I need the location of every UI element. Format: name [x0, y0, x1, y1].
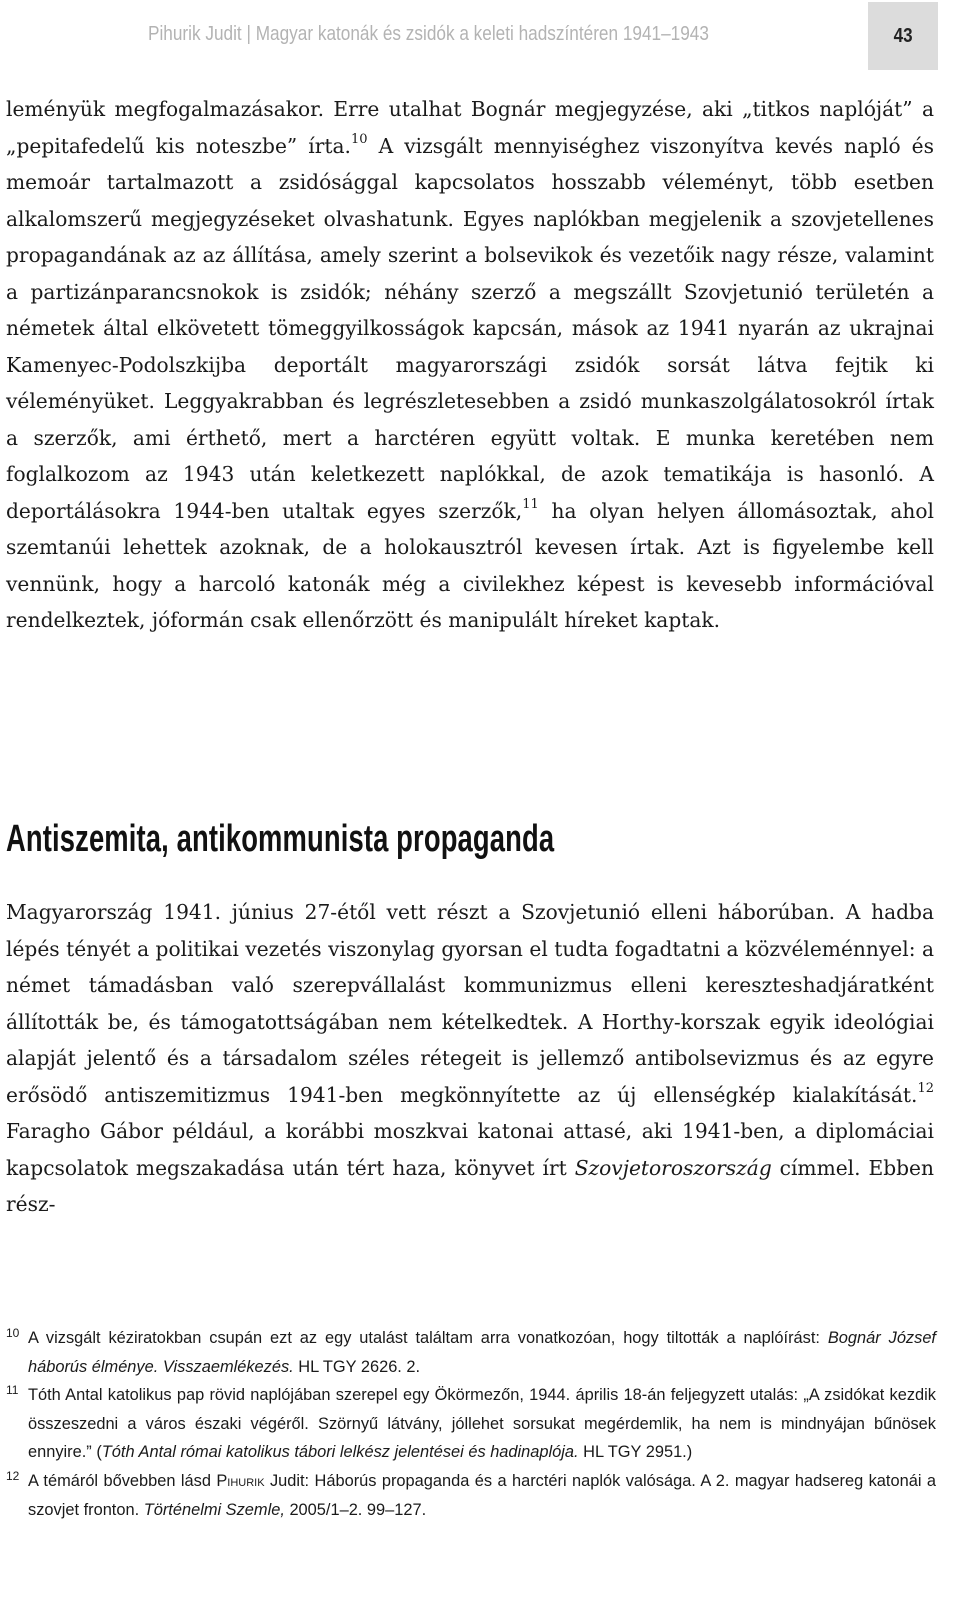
- source-title: Tóth Antal római katolikus tábori lelkész jelentései és hadinaplója.: [101, 1443, 579, 1462]
- footnote-number: 11: [6, 1383, 19, 1398]
- journal-title: Történelmi Szemle,: [143, 1500, 285, 1519]
- footnote-number: 12: [6, 1468, 20, 1483]
- text-run: 2005/1–2. 99–127.: [284, 1500, 427, 1519]
- text-run: Judit: Háborús propaganda és a harctéri naplók valósága. A 2. magyar hadsereg katonái a szovjet fronton.: [28, 1471, 936, 1519]
- running-head: Pihurik Judit | Magyar katonák és zsidók a keleti hadszíntéren 1941–1943: [148, 23, 709, 45]
- author-name: Pihurik: [216, 1471, 265, 1490]
- page-number: 43: [893, 24, 913, 47]
- text-run: Tóth Antal katolikus pap rövid naplójában szerepel egy Ökörmezőn, 1944. április 18-án feljegyzett utalás: „A zsidókat kezdik összeszedni a város északi végéről. Szörnyű látvány, jóllehet sorsukat megérdemlik, ha nem is mindnyájan bűnösek ennyire.” (: [28, 1386, 936, 1462]
- footnotes: [6, 1324, 936, 1524]
- footnote-11: [6, 1381, 936, 1467]
- footnote-number: 10: [6, 1326, 20, 1340]
- page-number-box: [868, 2, 938, 70]
- source-title: Bognár József háborús élménye. Visszaemlékezés.: [28, 1329, 936, 1376]
- text-run: ha olyan helyen állomásoztak, ahol szemtanúi lehettek azoknak, de a holokausztról kevesen írtak. Azt is figyelembe kell vennünk, hogy a harcoló katonák még a civilekhez képest is kevesebb információval rendelkeztek, jóformán csak ellenőrzött és manipulált híreket kaptak.: [6, 498, 935, 632]
- body-text-top: [6, 91, 934, 639]
- text-run: A témáról bővebben lásd: [28, 1471, 217, 1490]
- text-run: leményük megfogalmazásakor. Erre utalhat Bognár megjegyzése, aki „titkos naplóját” a „pepitafedelű kis noteszbe” írta.: [6, 97, 934, 158]
- section-heading: Antiszemita, antikommunista propaganda: [6, 818, 555, 860]
- text-run: A vizsgált kéziratokban csupán ezt az egy utalást találtam arra vonatkozóan, hogy tiltották a naplóírást:: [28, 1329, 828, 1347]
- text-run: A vizsgált mennyiséghez viszonyítva kevés napló és memoár tartalmazott a zsidósággal kapcsolatos hosszabb véleményt, több esetben alkalomszerű megjegyzéseket olvashatunk. Egyes naplókban megjelenik a szovjetellenes propagandának az az állítása, amely szerint a bolsevikok és vezetőik nagy része, valamint a partizánparancsnokok is zsidók; néhány szerző a megszállt Szovjetunió területén a németek által elkövetett tömeggyilkosságok kapcsán, mások az 1941 nyarán az ukrajnai Kamenyec-Podolszkijba deportált magyarországi zsidók sorsát látva fejtik ki véleményüket. Leggyakrabban és legrészletesebben a zsidó munkaszolgálatosokról írtak a szerzők, ami érthető, mert a harctéren együtt voltak. E munka keretében nem foglalkozom az 1943 után keletkezett naplókkal, de azok tematikája is hasonló. A deportálásokra 1944-ben utaltak egyes szerzők,: [6, 133, 934, 523]
- book-title: Szovjetoroszország: [574, 1155, 772, 1180]
- body-text-bottom: [6, 894, 934, 1223]
- footnote-10: [6, 1324, 936, 1381]
- text-run: címmel. Ebben rész-: [6, 1155, 934, 1216]
- footnote-ref-10[interactable]: 10: [350, 131, 368, 147]
- text-run: Faragho Gábor például, a korábbi moszkvai katonai attasé, aki 1941-ben, a diplomáciai kapcsolatok megszakadása után tért haza, könyvet írt: [6, 1119, 934, 1180]
- paragraph: [6, 894, 934, 1223]
- text-run: Magyarország 1941. június 27-étől vett részt a Szovjetunió elleni háborúban. A hadba lépés tényét a politikai vezetés viszonylag gyorsan el tudta fogadtatni a közvéleménnyel: a német támadásban való szerepvállalást kommunizmus elleni kereszteshadjáratként állították be, és támogatottságában nem kételkedtek. A Horthy-korszak egyik ideológiai alapját jelentő és a társadalom széles rétegeit is jellemző antibolsevizmus és az egyre erősödő antiszemitizmus 1941-ben megkönnyítette az új ellenségkép kialakítását.: [6, 900, 934, 1107]
- footnote-ref-11[interactable]: 11: [522, 496, 539, 512]
- footnote-12: [6, 1467, 936, 1524]
- paragraph-continued: [6, 91, 934, 639]
- text-run: HL TGY 2626. 2.: [293, 1357, 421, 1376]
- text-run: HL TGY 2951.): [578, 1443, 693, 1462]
- footnote-ref-12[interactable]: 12: [917, 1080, 934, 1096]
